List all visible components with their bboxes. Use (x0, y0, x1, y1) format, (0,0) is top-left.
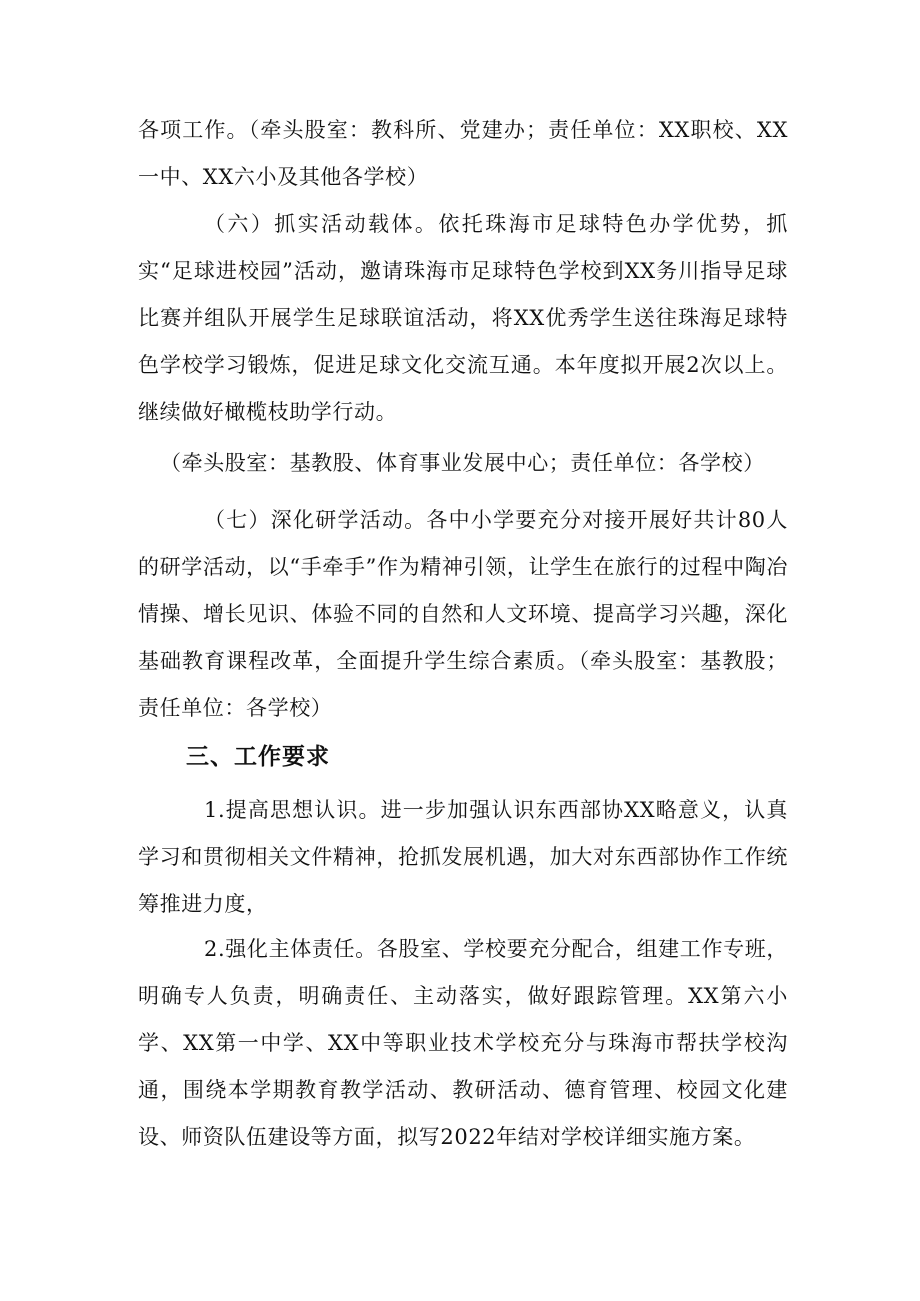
paragraph-study-activity: （七）深化研学活动。各中小学要充分对接开展好共计80人的研学活动，以“手牵手”作为精神引领，让学生在旅行的过程中陶冶情操、增长见识、体验不同的自然和人文环境、提高学习兴趣，深化基础教育课程改革，全面提升学生综合素质。（牵头股室：基教股；责任单位：各学校） (138, 508, 788, 720)
paragraph-activity-carrier: （六）抓实活动载体。依托珠海市足球特色办学优势，抓实“足球进校园”活动，邀请珠海市足球特色学校到XX务川指导足球比赛并组队开展学生足球联谊活动，将XX优秀学生送往珠海足球特色学校学习锻炼，促进足球文化交流互通。本年度拟开展2次以上。继续做好橄榄枝助学行动。 (138, 212, 788, 424)
requirement-item-1: 1.提高思想认识。进一步加强认识东西部协XX略意义，认真学习和贯彻相关文件精神，抢抓发展机遇，加大对东西部协作工作统筹推进力度， (138, 798, 788, 916)
requirement-item-2: 2.强化主体责任。各股室、学校要充分配合，组建工作专班，明确专人负责，明确责任、主动落实，做好跟踪管理。XX第六小学、XX第一中学、XX中等职业技术学校充分与珠海市帮扶学校沟通，围绕本学期教育教学活动、教研活动、德育管理、校园文化建设、师资队伍建设等方面，拟写2022年结对学校详细实施方案。 (138, 937, 788, 1149)
paragraph-responsibility-note: （牵头股室：基教股、体育事业发展中心；责任单位：各学校） (160, 451, 765, 475)
section-heading: 三、工作要求 (186, 744, 330, 770)
paragraph-work-items: 各项工作。（牵头股室：教科所、党建办；责任单位：XX职校、XX一中、XX六小及其他各学校） (138, 118, 788, 189)
